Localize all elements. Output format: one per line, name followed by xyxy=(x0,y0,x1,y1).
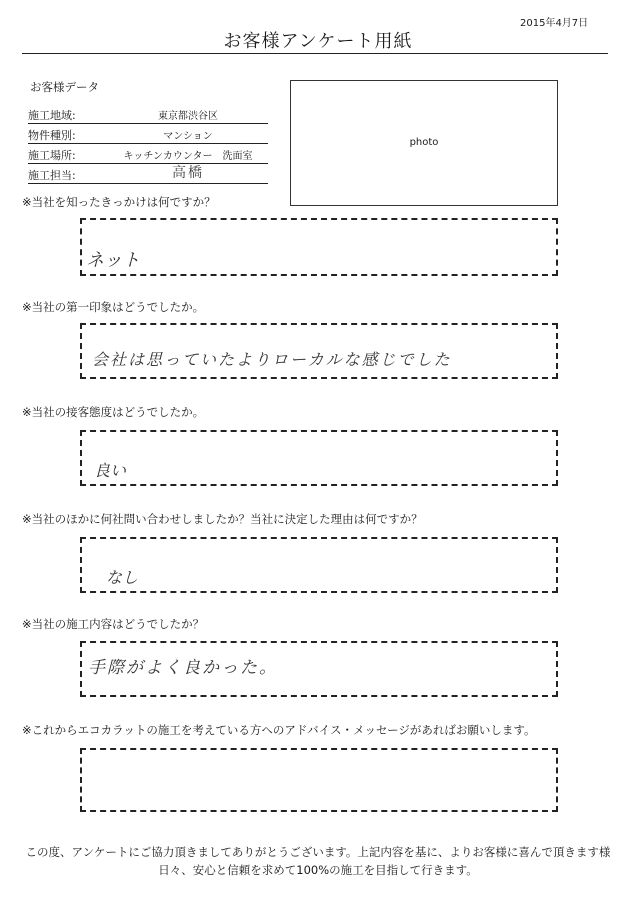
customer-data-heading: お客様データ xyxy=(30,80,99,94)
page-title: お客様アンケート用紙 xyxy=(223,31,413,52)
info-label: 施工地域: xyxy=(28,109,76,122)
question-6: ※これからエコカラットの施工を考えている方へのアドバイス・メッセージがあればお願いします。 xyxy=(22,723,536,737)
answer-box-1 xyxy=(80,218,558,276)
info-row-property-type xyxy=(28,124,268,144)
answer-text-5: 手際がよく良かった。 xyxy=(88,658,278,678)
info-value: 東京都渋谷区 xyxy=(158,111,218,122)
info-value-handwritten: 高橋 xyxy=(172,165,204,181)
answer-text-2: 会社は思っていたよりローカルな感じでした xyxy=(92,350,452,369)
footer-line-1: この度、アンケートにご協力頂きましてありがとうございます。上記内容を基に、よりお客様に喜んで頂きます様 xyxy=(25,845,611,859)
question-4: ※当社のほかに何社問い合わせしましたか？当社に決定した理由は何ですか？ xyxy=(22,512,423,526)
photo-label: photo xyxy=(409,137,439,148)
title-underline xyxy=(22,53,608,54)
info-row-area xyxy=(28,104,268,124)
question-3: ※当社の接客態度はどうでしたか。 xyxy=(22,405,205,419)
answer-text-3: 良い xyxy=(94,461,127,480)
answer-box-5 xyxy=(80,641,558,697)
footer-line-2: 日々、安心と信頼を求めて100%の施工を目指して行きます。 xyxy=(158,863,478,877)
question-1: ※当社を知ったきっかけは何ですか？ xyxy=(22,195,216,209)
answer-box-6 xyxy=(80,748,558,812)
answer-box-4 xyxy=(80,537,558,593)
answer-box-3 xyxy=(80,430,558,486)
question-2: ※当社の第一印象はどうでしたか。 xyxy=(22,300,205,314)
question-5: ※当社の施工内容はどうでしたか？ xyxy=(22,617,205,631)
answer-box-2 xyxy=(80,323,558,379)
info-label: 物件種別: xyxy=(28,129,76,142)
answer-text-4: なし xyxy=(106,568,139,587)
customer-info-table xyxy=(28,104,268,184)
info-label: 施工担当: xyxy=(28,169,76,182)
answer-text-1: ネット xyxy=(86,250,140,271)
survey-date: 2015年4月7日 xyxy=(520,18,589,29)
info-row-staff xyxy=(28,164,268,184)
info-value: キッチンカウンター 洗面室 xyxy=(123,151,253,162)
photo-placeholder xyxy=(290,80,558,206)
info-label: 施工場所: xyxy=(28,149,76,162)
info-row-location xyxy=(28,144,268,164)
info-value: マンション xyxy=(163,131,213,142)
